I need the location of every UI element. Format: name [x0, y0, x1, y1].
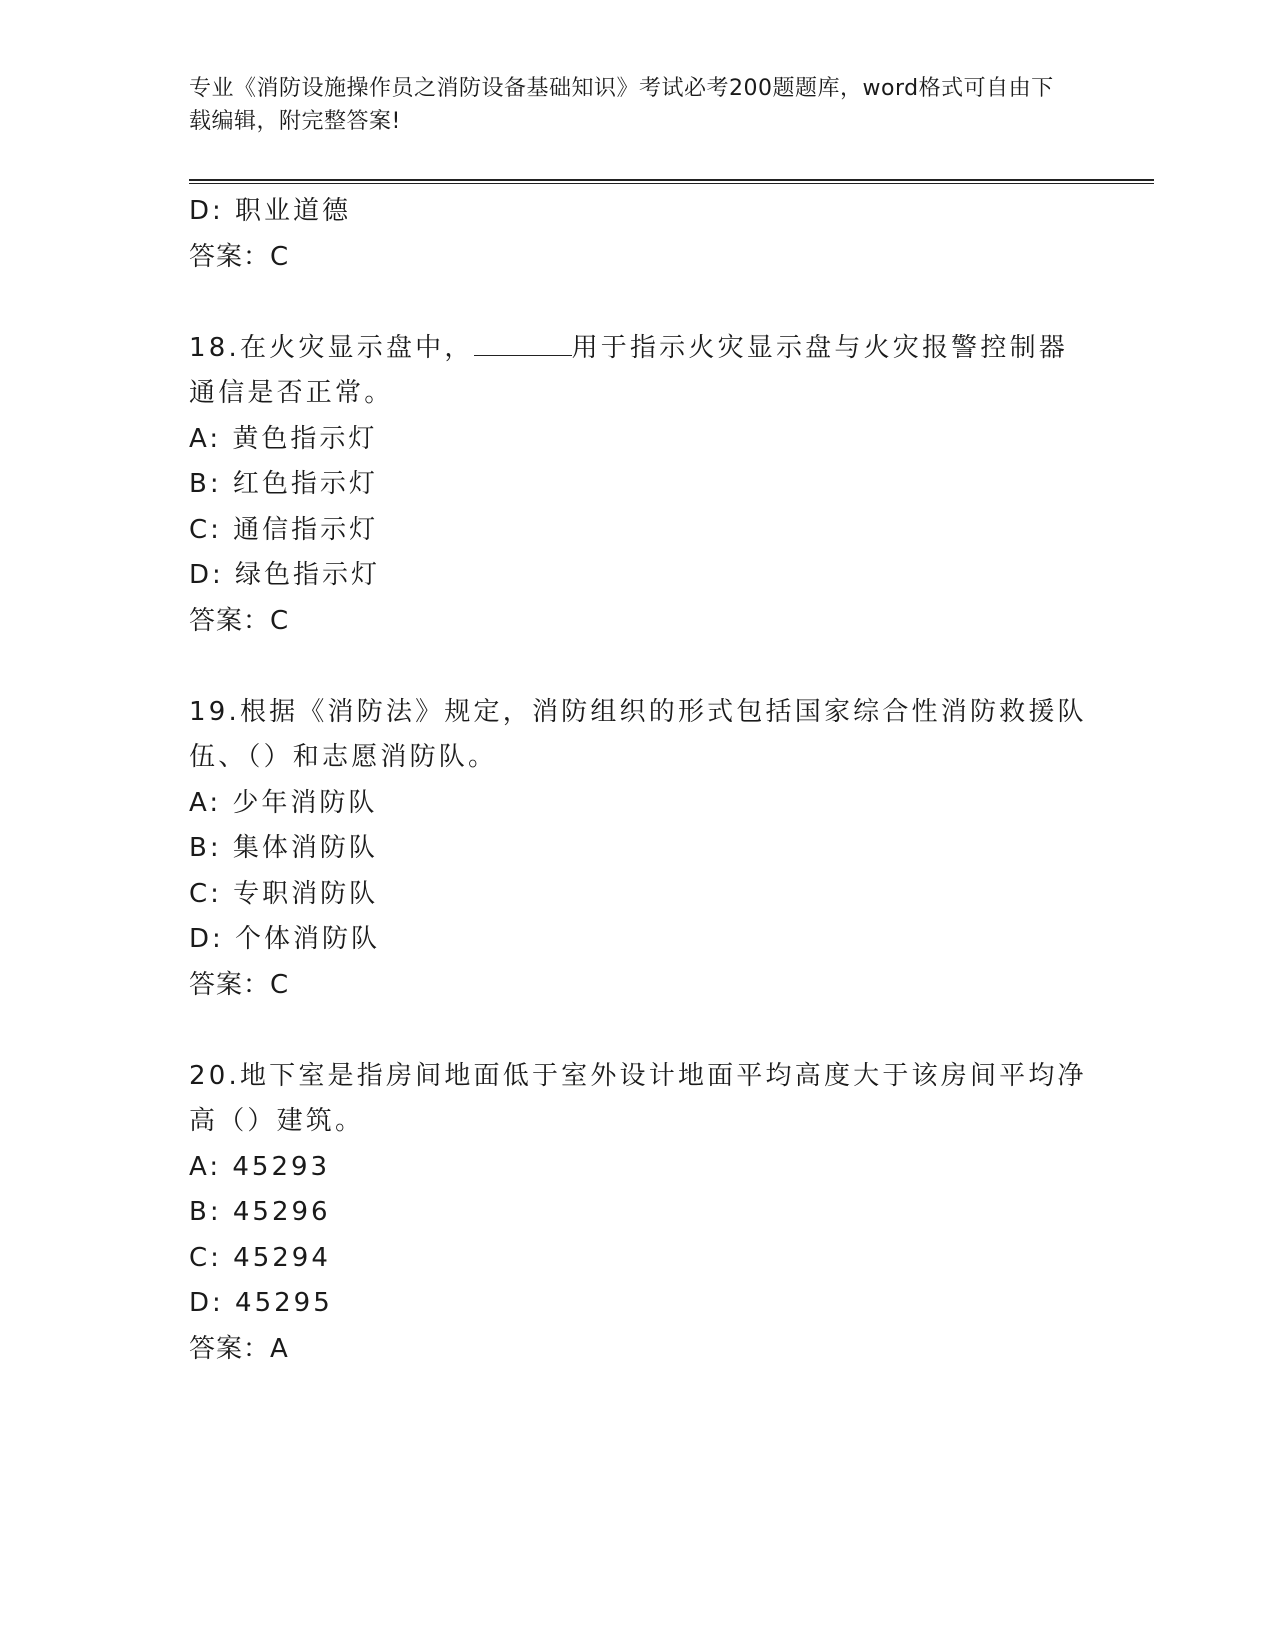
document-header: 专业《消防设施操作员之消防设备基础知识》考试必考200题题库，word格式可自由下载编辑，附完整答案! [189, 76, 1054, 134]
stem-text-after: 用于指示火灾显示盘与火灾报警控制器通信是否正常。 [189, 332, 1068, 408]
fill-blank [474, 333, 572, 356]
answer-line: 答案：C [189, 969, 290, 1000]
question-stem [189, 326, 1089, 417]
answer-line: 答案：C [189, 605, 290, 636]
option-d: D: 绿色指示灯 [189, 560, 381, 590]
option-a: A: 少年消防队 [189, 787, 378, 818]
answer-line: 答案：C [189, 241, 290, 272]
option-d: D: 职业道德 [189, 196, 352, 226]
option-b: B: 45296 [189, 1197, 331, 1227]
option-b: B: 集体消防队 [189, 833, 378, 863]
question-number: 19. [189, 696, 240, 727]
header-rule-thick [189, 179, 1154, 181]
option-d: D: 个体消防队 [189, 924, 381, 954]
header-rule-thin [189, 183, 1154, 184]
question-number: 20. [189, 1060, 240, 1091]
option-c: C: 通信指示灯 [189, 514, 379, 545]
option-c: C: 45294 [189, 1242, 331, 1273]
answer-line: 答案：A [189, 1333, 289, 1364]
question-18 [189, 326, 1089, 645]
document-body [189, 189, 1089, 1372]
question-stem [189, 690, 1089, 781]
question-stem [189, 1054, 1089, 1145]
question-20 [189, 1054, 1089, 1373]
option-c: C: 专职消防队 [189, 878, 379, 909]
question-number: 18. [189, 332, 240, 363]
option-b: B: 红色指示灯 [189, 469, 378, 499]
option-a: A: 45293 [189, 1151, 331, 1182]
stem-text-before: 在火灾显示盘中， [239, 332, 474, 363]
stem-text: 根据《消防法》规定，消防组织的形式包括国家综合性消防救援队伍、（）和志愿消防队。 [189, 696, 1087, 772]
stem-text: 地下室是指房间地面低于室外设计地面平均高度大于该房间平均净高（）建筑。 [189, 1060, 1087, 1136]
option-d: D: 45295 [189, 1288, 333, 1318]
option-a: A: 黄色指示灯 [189, 423, 378, 454]
question-19 [189, 690, 1089, 1009]
